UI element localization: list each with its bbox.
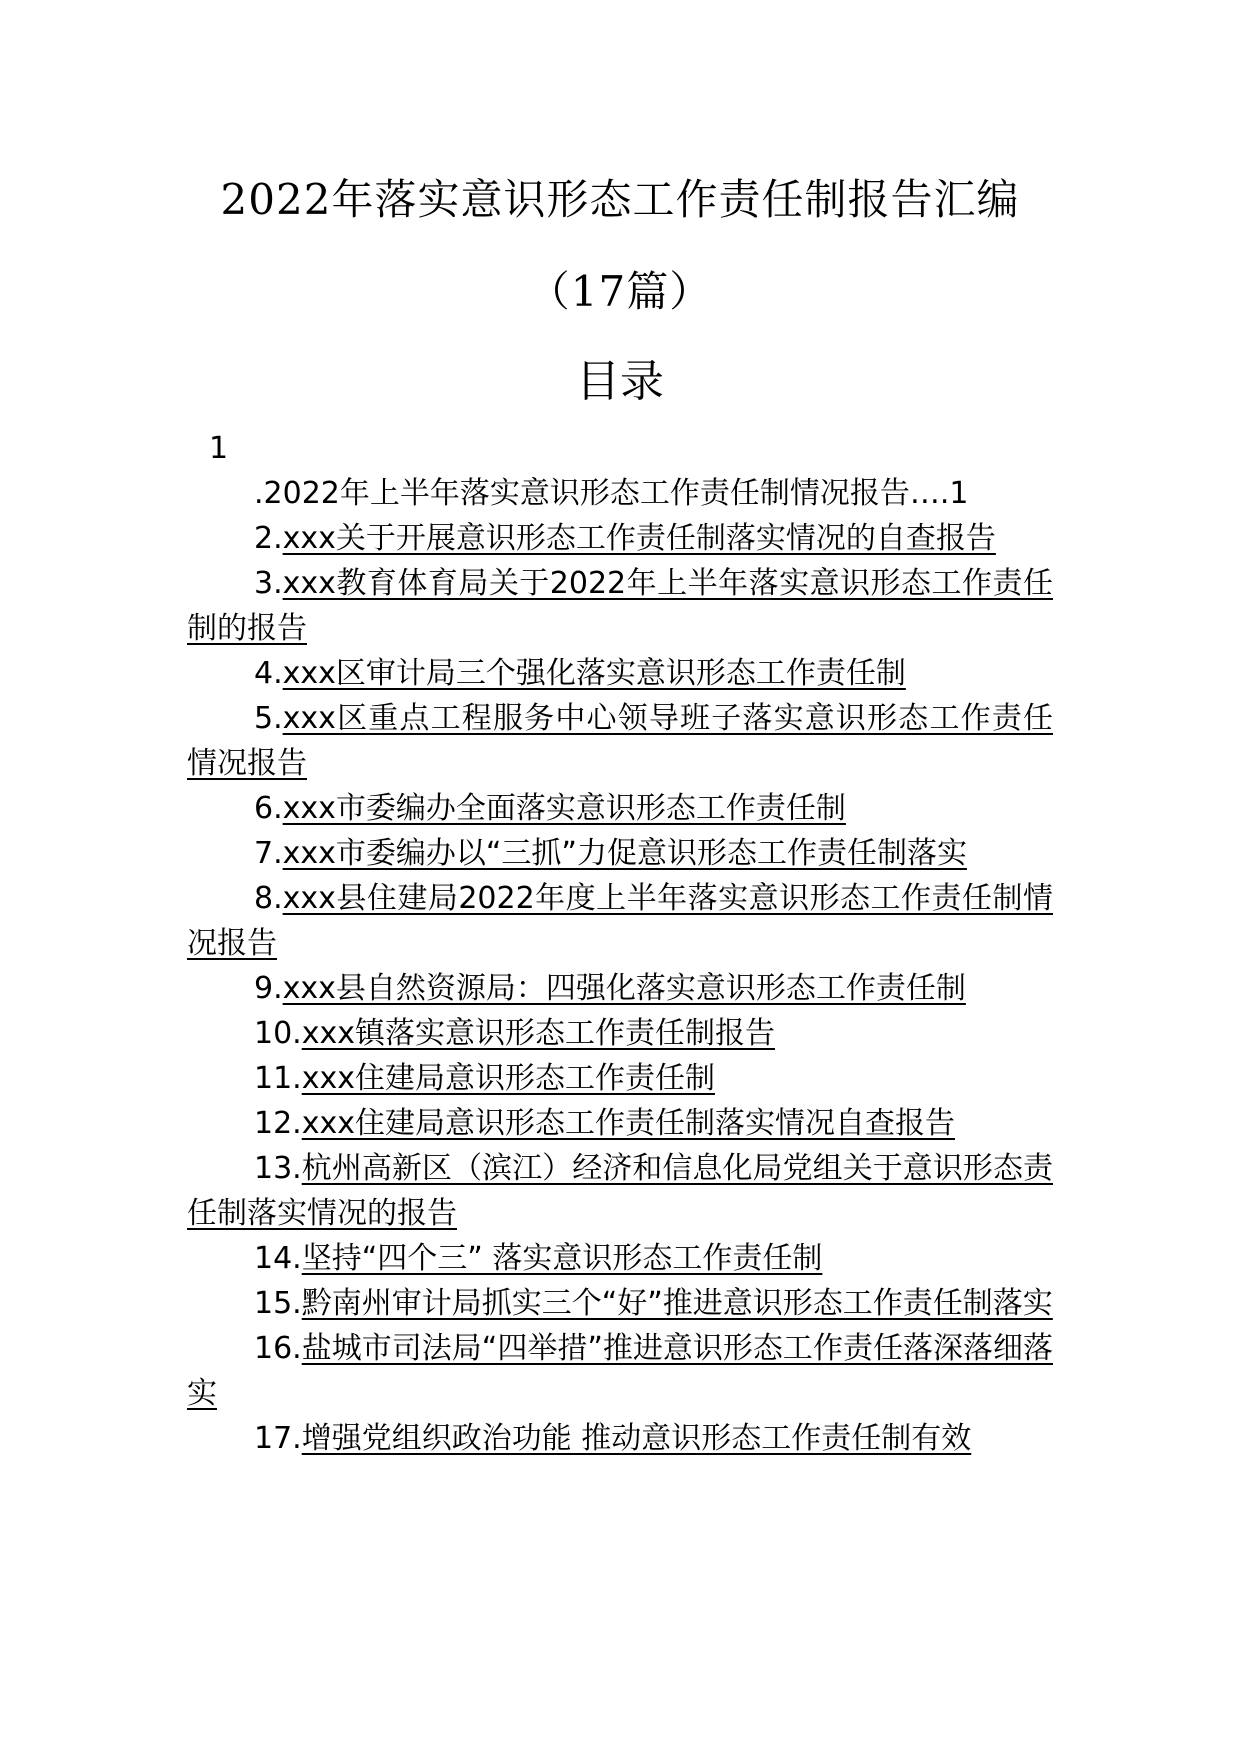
toc-entry [187, 1281, 1053, 1326]
toc-entry-number: 9. [254, 971, 283, 1006]
toc-entry [187, 1326, 1053, 1416]
toc-entry-link[interactable]: 黔南州审计局抓实三个“好”推进意识形态工作责任制落实 [301, 1286, 1053, 1321]
toc-entry [187, 696, 1053, 786]
toc-entry-link[interactable]: .2022年上半年落实意识形态工作责任制情况报告….1 [254, 476, 969, 511]
toc-entry-link[interactable]: xxx教育体育局关于2022年上半年落实意识形态工作责任制的报告 [187, 566, 1053, 646]
toc-entry-link[interactable]: xxx区重点工程服务中心领导班子落实意识形态工作责任情况报告 [187, 701, 1053, 781]
toc-entry-number: 16. [254, 1331, 302, 1366]
toc-entry [187, 966, 1053, 1011]
toc-entry-number: 4. [254, 656, 283, 691]
toc-entry-number: 12. [254, 1106, 302, 1141]
toc-entry-number: 17. [254, 1421, 302, 1456]
toc-entry-link[interactable]: xxx县住建局2022年度上半年落实意识形态工作责任制情况报告 [187, 881, 1053, 961]
toc-entry [187, 786, 1053, 831]
toc-leading-number: 1 [209, 431, 229, 466]
toc-entry [187, 1056, 1053, 1101]
toc-entry-number: 2. [254, 521, 283, 556]
toc-entry [187, 651, 1053, 696]
toc-entry-link[interactable]: 杭州高新区（滨江）经济和信息化局党组关于意识形态责任制落实情况的报告 [187, 1151, 1053, 1231]
toc-entry [187, 471, 1053, 516]
toc-entry-link[interactable]: xxx区审计局三个强化落实意识形态工作责任制 [282, 656, 906, 691]
toc-entry-link[interactable]: xxx住建局意识形态工作责任制落实情况自查报告 [301, 1106, 955, 1141]
toc-entry-link[interactable]: xxx住建局意识形态工作责任制 [301, 1061, 715, 1096]
toc-entry-link[interactable]: xxx市委编办全面落实意识形态工作责任制 [282, 791, 846, 826]
toc-entry-link[interactable]: xxx县自然资源局：四强化落实意识形态工作责任制 [282, 971, 966, 1006]
toc-entry [187, 876, 1053, 966]
toc-entry-number: 8. [254, 881, 283, 916]
toc-entry [187, 1146, 1053, 1236]
toc-entry-number: 10. [254, 1016, 302, 1051]
toc-entry-number: 7. [254, 836, 283, 871]
title-main: 年落实意识形态工作责任制报告汇编 [331, 175, 1020, 224]
toc-entry-link[interactable]: 增强党组织政治功能 推动意识形态工作责任制有效 [301, 1421, 972, 1456]
title-year: 2022 [220, 175, 332, 224]
toc-entry-link[interactable]: 盐城市司法局“四举措”推进意识形态工作责任落深落细落实 [187, 1331, 1053, 1411]
title-open-paren: （ [527, 267, 571, 316]
table-of-contents [187, 426, 1053, 1461]
toc-entry-number: 6. [254, 791, 283, 826]
toc-entry-number: 5. [254, 701, 283, 736]
toc-heading: 目录 [576, 356, 664, 407]
toc-entry [187, 1416, 1053, 1461]
toc-entry-link[interactable]: xxx镇落实意识形态工作责任制报告 [301, 1016, 775, 1051]
toc-entry [187, 1236, 1053, 1281]
toc-entry-number: 13. [254, 1151, 302, 1186]
toc-entry [187, 561, 1053, 651]
title-count: 17 [570, 267, 627, 316]
document-title-line-1 [0, 170, 1240, 230]
toc-entry-number: 3. [254, 566, 283, 601]
toc-entry-link[interactable]: xxx市委编办以“三抓”力促意识形态工作责任制落实 [282, 836, 967, 871]
document-title-line-2 [0, 262, 1240, 322]
toc-entry-link[interactable]: xxx关于开展意识形态工作责任制落实情况的自查报告 [282, 521, 996, 556]
toc-entry [187, 1101, 1053, 1146]
toc-entry [187, 1011, 1053, 1056]
toc-entry-number: 14. [254, 1241, 302, 1276]
toc-entry [187, 831, 1053, 876]
toc-entry [187, 516, 1053, 561]
toc-entry-number: 15. [254, 1286, 302, 1321]
title-close: 篇） [626, 267, 713, 316]
toc-entry-link[interactable]: 坚持“四个三” 落实意识形态工作责任制 [301, 1241, 823, 1276]
toc-entry-number: 11. [254, 1061, 302, 1096]
